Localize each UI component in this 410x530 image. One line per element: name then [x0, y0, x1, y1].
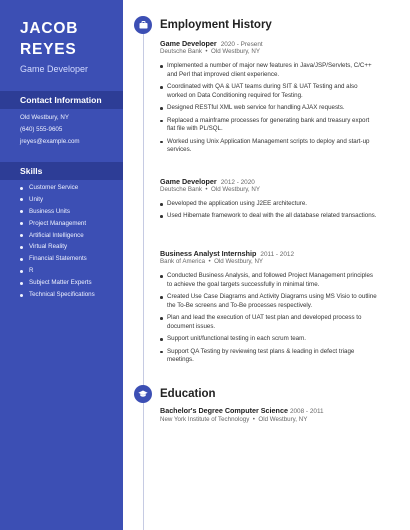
briefcase-icon: [134, 16, 152, 34]
job-employer: Deutsche Bank • Old Westbury, NY: [160, 48, 260, 55]
job-employer: Bank of America • Old Westbury, NY: [160, 258, 264, 265]
skill-item: Subject Matter Experts: [20, 277, 95, 289]
bullet-item: Implemented a number of major new features in Java/JSP/Servlets, C/C++ and Perl that improved client experience.: [160, 62, 378, 79]
education-entry-heading: [160, 406, 324, 415]
degree: Bachelor's Degree Computer Science: [160, 406, 288, 415]
bullet-item: Developed the application using J2EE architecture.: [160, 200, 378, 209]
job-dates: 2011 - 2012: [260, 251, 295, 258]
job-dates: 2020 - Present: [220, 41, 263, 48]
first-name: JACOB: [20, 20, 79, 37]
job-company: Bank of America: [160, 258, 206, 265]
job-heading: [160, 249, 294, 258]
skill-item: Technical Specifications: [20, 289, 95, 301]
education-heading: Education: [160, 388, 216, 400]
contact-heading: Contact Information: [0, 91, 123, 109]
skill-item: Artificial Intelligence: [20, 230, 95, 242]
job-title: Game Developer: [20, 64, 89, 74]
job-title: Business Analyst Internship: [160, 249, 257, 258]
bullet-item: Support unit/functional testing in each scrum team.: [160, 335, 378, 344]
bullet-item: Support QA Testing by reviewing test plans & leading in defect triage meetings.: [160, 348, 378, 365]
education-school-line: New York Institute of Technology • Old Westbury, NY: [160, 416, 308, 423]
timeline-line: [143, 28, 144, 530]
skill-item: R: [20, 265, 95, 277]
skills-heading: Skills: [0, 162, 123, 180]
job-title: Game Developer: [160, 39, 217, 48]
job-location: Old Westbury, NY: [214, 258, 264, 265]
job-bullets: [160, 200, 378, 221]
job-company: Deutsche Bank: [160, 186, 202, 193]
bullet-item: Coordinated with QA & UAT teams during SIT & UAT Testing and also worked on Data Conditioning required for Testing.: [160, 83, 378, 100]
bullet-item: Worked using Unix Application Management scripts to deploy and start-up services.: [160, 138, 378, 155]
school-location: Old Westbury, NY: [258, 416, 308, 423]
education-dates: 2008 - 2011: [289, 408, 324, 415]
sidebar: [0, 0, 123, 530]
contact-email[interactable]: jreyes@example.com: [20, 138, 80, 145]
job-heading: [160, 177, 255, 186]
job-dates: 2012 - 2020: [220, 179, 255, 186]
job-location: Old Westbury, NY: [211, 186, 260, 193]
skills-list: [20, 182, 95, 301]
candidate-name: [20, 18, 78, 60]
skill-item: Virtual Reality: [20, 241, 95, 253]
employment-heading: Employment History: [160, 19, 272, 31]
job-company: Deutsche Bank: [160, 48, 202, 55]
graduation-cap-icon: [134, 385, 152, 403]
skill-item: Project Management: [20, 218, 95, 230]
job-heading: [160, 39, 263, 48]
contact-phone[interactable]: (640) 555-9605: [20, 126, 63, 133]
bullet-item: Created Use Case Diagrams and Activity Diagrams using MS Visio to outline the To-Be screens and To-Be processes respectively.: [160, 293, 378, 310]
contact-location: Old Westbury, NY: [20, 114, 69, 121]
skill-item: Unity: [20, 194, 95, 206]
job-bullets: [160, 62, 378, 155]
skill-item: Business Units: [20, 206, 95, 218]
last-name: REYES: [20, 41, 77, 58]
job-location: Old Westbury, NY: [211, 48, 260, 55]
skill-item: Financial Statements: [20, 253, 95, 265]
bullet-item: Plan and lead the execution of UAT test plan and developed process to document issues.: [160, 314, 378, 331]
bullet-item: Used Hibernate framework to deal with the all database related transactions.: [160, 212, 378, 221]
school-name: New York Institute of Technology: [160, 416, 250, 423]
bullet-item: Replaced a mainframe processes for generating bank and treasury export flat file with PL/SQL.: [160, 117, 378, 134]
job-employer: Deutsche Bank • Old Westbury, NY: [160, 186, 260, 193]
bullet-item: Conducted Business Analysis, and followed Project Management principles to achieve the goal targets successfully in minimal time.: [160, 272, 378, 289]
bullet-item: Designed RESTful XML web service for handling AJAX requests.: [160, 104, 378, 113]
job-title: Game Developer: [160, 177, 217, 186]
job-bullets: [160, 272, 378, 365]
skill-item: Customer Service: [20, 182, 95, 194]
